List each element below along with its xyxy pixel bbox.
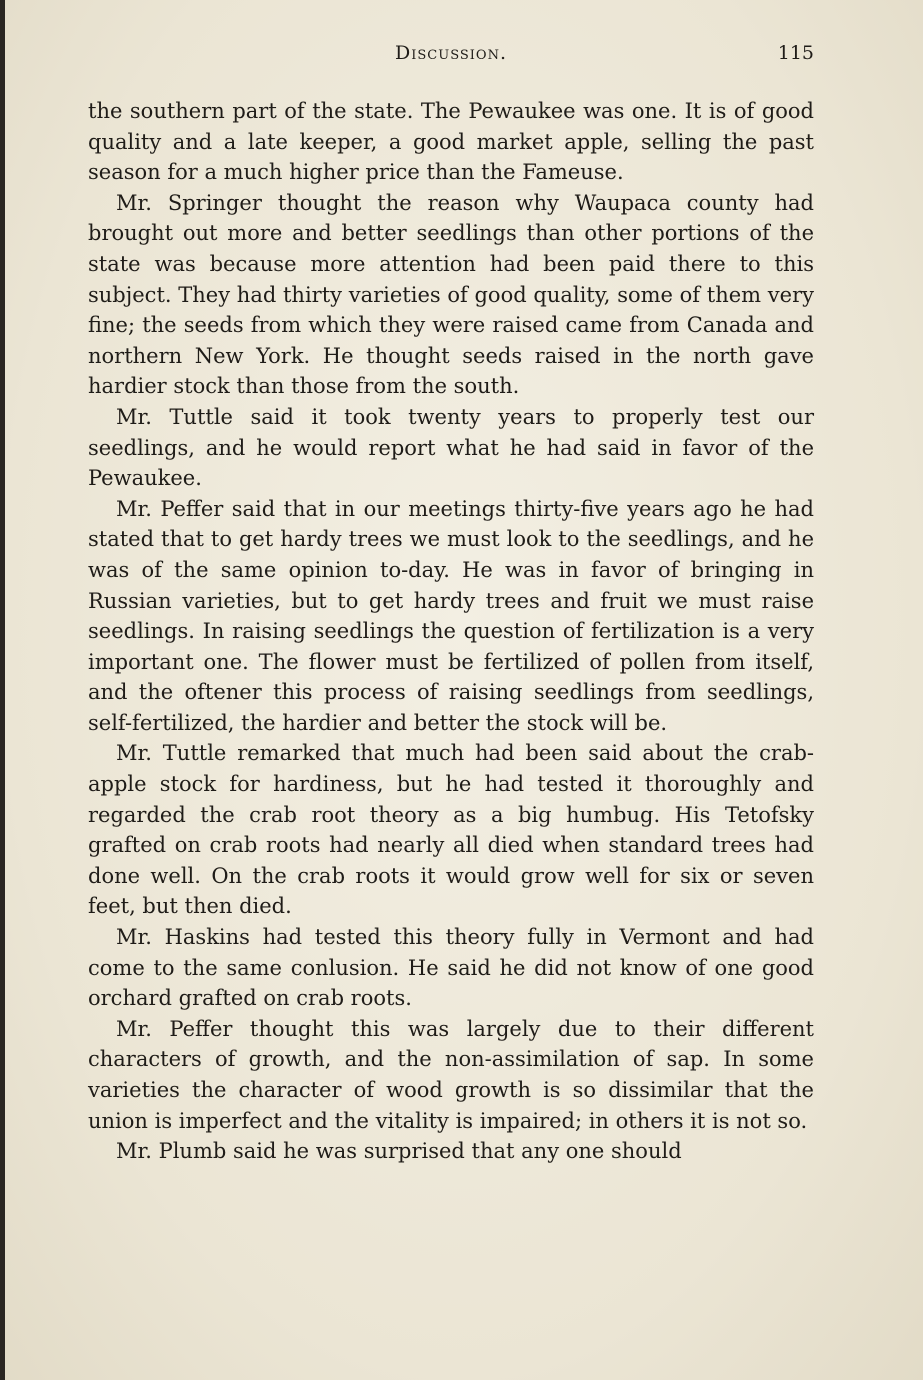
paragraph: Mr. Springer thought the reason why Waupaca county had brought out more and better seedlings than other portions of the state was because more attention had been paid there to this subject. They had thirty varieties of good quality, some of them very fine; the seeds from which they were raised came from Canada and northern New York. He thought seeds raised in the north gave hardier stock than those from the south. (88, 190, 814, 399)
page-edge-shadow (0, 0, 5, 1380)
paragraph: Mr. Plumb said he was surprised that any one should (116, 1139, 682, 1164)
body-text (88, 96, 814, 1167)
page-number: 115 (777, 42, 814, 64)
paragraph: Mr. Tuttle remarked that much had been said about the crab-apple stock for hardiness, but he had tested it thoroughly and regarded the crab root theory as a big humbug. His Tetofsky grafted on crab roots had nearly all died when standard trees had done well. On the crab roots it would grow well for six or seven feet, but then died. (88, 741, 814, 919)
page-header (88, 42, 814, 72)
paragraph: Mr. Tuttle said it took twenty years to properly test our seedlings, and he would report what he had said in favor of the Pewaukee. (88, 404, 814, 491)
paragraph: Mr. Haskins had tested this theory fully in Vermont and had come to the same conlusion. He said he did not know of one good orchard grafted on crab roots. (88, 925, 814, 1011)
paragraph: Mr. Peffer said that in our meetings thirty-five years ago he had stated that to get hardy trees we must look to the seedlings, and he was of the same opinion to-day. He was in favor of bringing in Russian varieties, but to get hardy trees and fruit we must raise seedlings. In raising seedlings the question of fertilization is a very important one. The flower must be fertilized of pollen from itself, and the oftener this process of raising seedlings from seedlings, self-fertilized, the hardier and better the stock will be. (88, 496, 814, 735)
paragraph: the southern part of the state. The Pewaukee was one. It is of good quality and a late keeper, a good market apple, selling the past season for a much higher price than the Fameuse. (88, 99, 814, 185)
running-head: Discussion. (395, 42, 507, 64)
paragraph: Mr. Peffer thought this was largely due to their different characters of growth, and the non-assimilation of sap. In some varieties the character of wood growth is so dissimilar that the union is imperfect and the vitality is impaired; in others it is not so. (88, 1016, 814, 1133)
